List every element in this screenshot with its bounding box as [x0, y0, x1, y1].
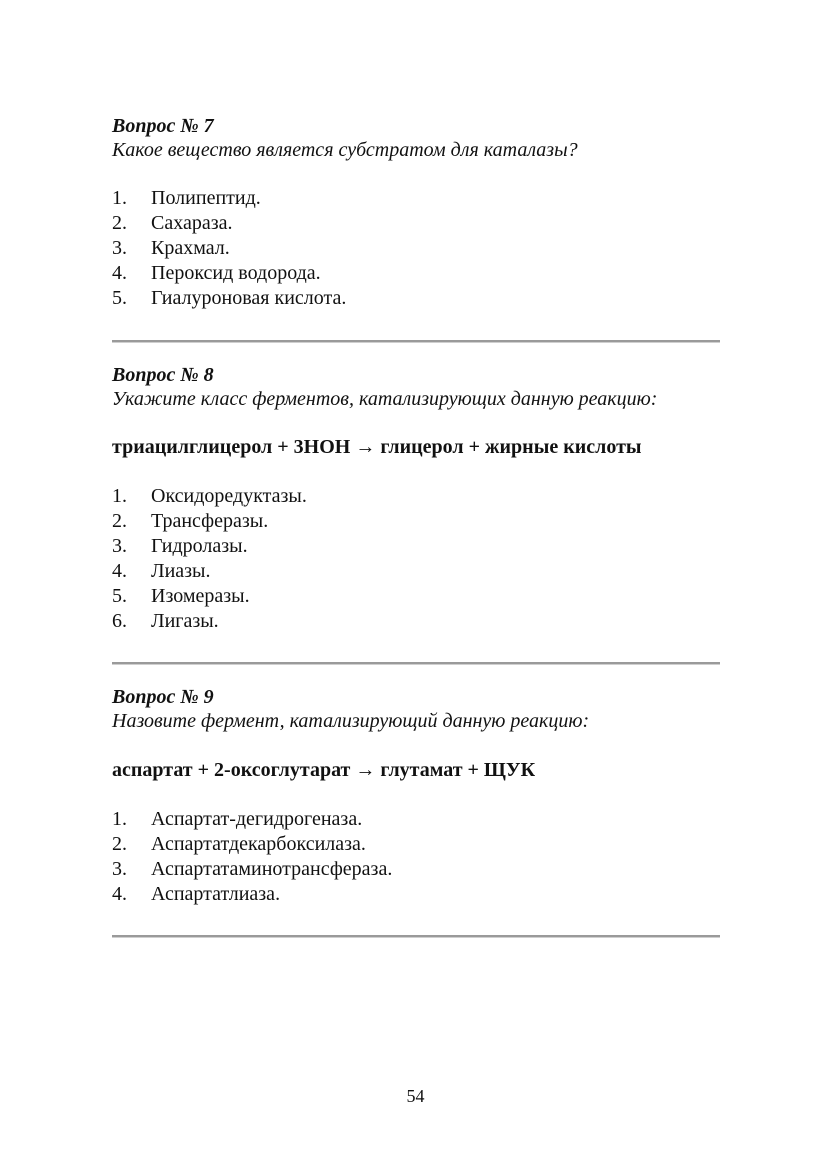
option-number: 1.	[112, 187, 127, 209]
option-text: Лигазы.	[151, 610, 219, 632]
option-text: Аспартатлиаза.	[151, 883, 281, 905]
answer-options	[112, 186, 720, 311]
answer-options	[112, 484, 720, 634]
question-title: Вопрос № 8	[112, 364, 214, 386]
option-text: Трансферазы.	[151, 510, 269, 532]
option-text: Крахмал.	[151, 237, 230, 259]
option-text: Изомеразы.	[151, 585, 250, 607]
option-text: Полипептид.	[151, 187, 261, 209]
question-title: Вопрос № 7	[112, 115, 214, 137]
option-number: 4.	[112, 262, 127, 284]
option-number: 3.	[112, 858, 127, 880]
answer-option	[112, 211, 720, 236]
question-8	[112, 363, 720, 634]
question-text: Какое вещество является субстратом для каталазы?	[112, 139, 578, 161]
answer-option	[112, 484, 720, 509]
answer-option	[112, 857, 720, 882]
option-text: Лиазы.	[151, 560, 211, 582]
option-number: 5.	[112, 287, 127, 309]
answer-option	[112, 286, 720, 311]
option-number: 2.	[112, 510, 127, 532]
answer-option	[112, 832, 720, 857]
question-text: Укажите класс ферментов, катализирующих данную реакцию:	[112, 388, 658, 410]
option-number: 3.	[112, 237, 127, 259]
answer-option	[112, 882, 720, 907]
option-number: 6.	[112, 610, 127, 632]
section-divider	[112, 935, 720, 938]
answer-options	[112, 807, 720, 907]
answer-option	[112, 509, 720, 534]
answer-option	[112, 559, 720, 584]
option-number: 4.	[112, 883, 127, 905]
answer-option	[112, 584, 720, 609]
question-7	[112, 114, 720, 311]
option-text: Гиалуроновая кислота.	[151, 287, 347, 309]
answer-option	[112, 609, 720, 634]
answer-option	[112, 807, 720, 832]
section-divider	[112, 340, 720, 343]
option-number: 3.	[112, 535, 127, 557]
section-divider	[112, 662, 720, 665]
page-number: 54	[406, 1086, 425, 1106]
question-title: Вопрос № 9	[112, 686, 214, 708]
reaction-equation: триацилглицерол + 3НОН → глицерол + жирные кислоты	[112, 436, 642, 458]
option-number: 4.	[112, 560, 127, 582]
option-number: 1.	[112, 485, 127, 507]
answer-option	[112, 186, 720, 211]
option-text: Оксидоредуктазы.	[151, 485, 307, 507]
option-text: Пероксид водорода.	[151, 262, 321, 284]
question-text: Назовите фермент, катализирующий данную реакцию:	[112, 710, 590, 732]
option-text: Гидролазы.	[151, 535, 248, 557]
option-text: Аспартатаминотрансфераза.	[151, 858, 393, 880]
answer-option	[112, 534, 720, 559]
reaction-equation: аспартат + 2-оксоглутарат → глутамат + ЩУК	[112, 759, 536, 781]
option-number: 2.	[112, 833, 127, 855]
question-9	[112, 685, 720, 907]
option-text: Сахараза.	[151, 212, 233, 234]
option-number: 5.	[112, 585, 127, 607]
option-text: Аспартат-дегидрогеназа.	[151, 808, 363, 830]
option-text: Аспартатдекарбоксилаза.	[151, 833, 366, 855]
answer-option	[112, 261, 720, 286]
option-number: 1.	[112, 808, 127, 830]
option-number: 2.	[112, 212, 127, 234]
answer-option	[112, 236, 720, 261]
